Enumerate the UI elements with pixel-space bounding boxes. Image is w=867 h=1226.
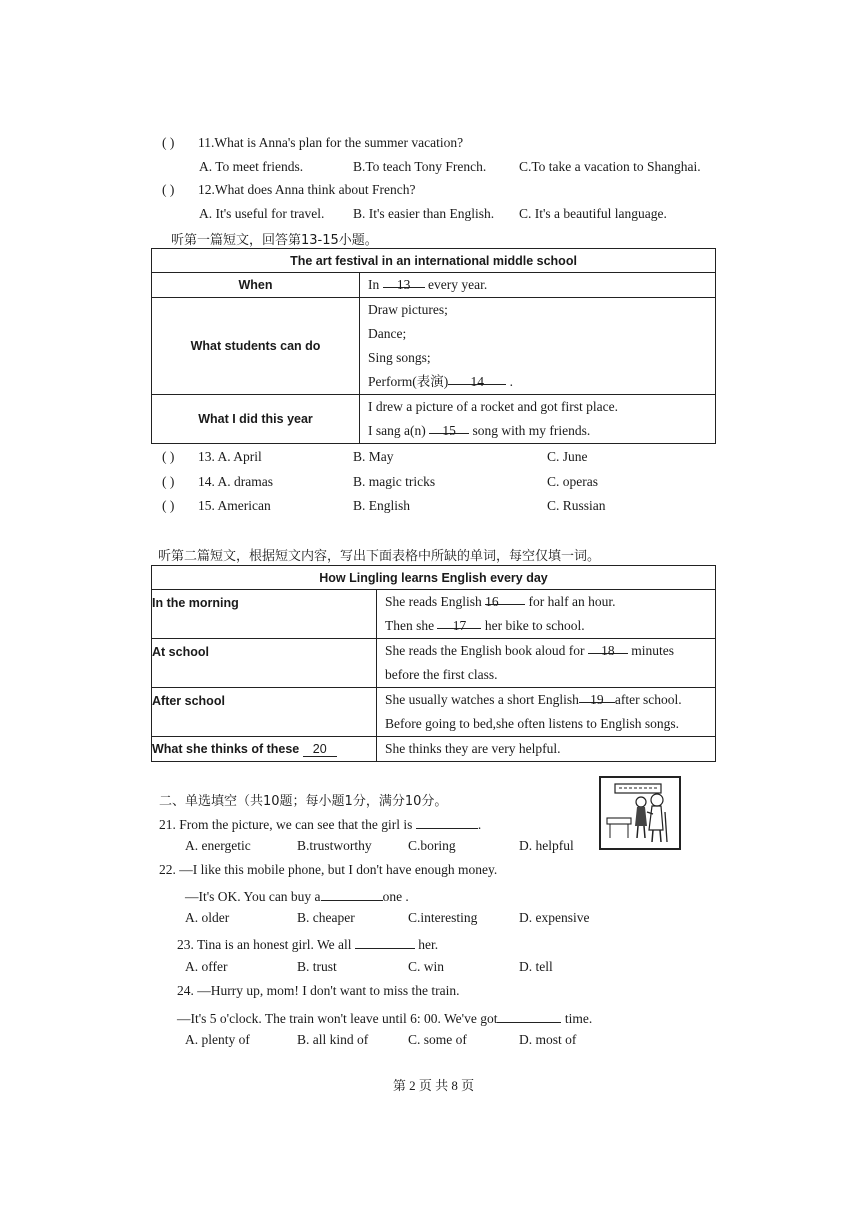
q23-option-d: D. tell	[519, 959, 553, 974]
question-24-line2: —It's 5 o'clock. The train won't leave until 6: 00. We've got time.	[177, 1008, 592, 1027]
answer-blank	[416, 814, 478, 829]
activity-line: Sing songs;	[368, 350, 431, 365]
row-thinks-label: What she thinks of these 20	[152, 737, 377, 762]
q14-option-c: C. operas	[547, 474, 598, 489]
q21-option-b: B.trustworthy	[297, 838, 372, 853]
row-school-value: She reads the English book aloud for 18 minutes before the first class.	[377, 639, 716, 688]
row-when-value: In 13 every year.	[360, 273, 716, 298]
q13-option-b: B. May	[353, 449, 394, 464]
question-15: ( ) 15. American	[162, 498, 271, 513]
lingling-table	[151, 565, 716, 762]
row-students-label: What students can do	[152, 298, 360, 395]
activity-line: Dance;	[368, 326, 407, 341]
page-number: 第 2 页 共 8 页	[392, 1078, 475, 1093]
q12-option-a: A. It's useful for travel.	[199, 206, 325, 221]
section-b-instruction: 听第二篇短文，根据短文内容，写出下面表格中所缺的单词，每空仅填一词。	[158, 549, 601, 564]
question-23-stem: 23. Tina is an honest girl. We all her.	[177, 934, 438, 953]
row-when-label: When	[152, 273, 360, 298]
answer-blank	[497, 1008, 561, 1023]
q23-option-a: A. offer	[185, 959, 228, 974]
q21-option-c: C.boring	[408, 838, 456, 853]
art-festival-table	[151, 248, 716, 444]
row-school-label: At school	[152, 639, 377, 688]
q22-option-a: A. older	[185, 910, 230, 925]
blank-20: 20	[303, 742, 337, 757]
question-14: ( ) 14. A. dramas	[162, 474, 273, 489]
activity-line: Draw pictures;	[368, 302, 448, 317]
row-after-school-label: After school	[152, 688, 377, 737]
q22-option-b: B. cheaper	[297, 910, 355, 925]
blank-19: 19	[579, 688, 615, 703]
q15-option-c: C. Russian	[547, 498, 606, 513]
q22-option-d: D. expensive	[519, 910, 590, 925]
q12-option-b: B. It's easier than English.	[353, 206, 495, 221]
row-did-value: I drew a picture of a rocket and got first place. I sang a(n) 15 song with my friends.	[360, 395, 716, 444]
question-22-line1: 22. —I like this mobile phone, but I don't have enough money.	[159, 862, 498, 877]
blank-15: 15	[429, 419, 469, 434]
q13-option-c: C. June	[547, 449, 588, 464]
art-festival-table-title: The art festival in an international middle school	[152, 249, 716, 273]
question-12-stem: ( ) 12.What does Anna think about French?	[162, 182, 416, 197]
q12-option-c: C. It's a beautiful language.	[519, 206, 667, 221]
q21-option-a: A. energetic	[185, 838, 251, 853]
answer-blank	[355, 934, 415, 949]
girl-helping-old-man-picture	[599, 776, 681, 850]
row-thinks-value: She thinks they are very helpful.	[377, 737, 716, 762]
blank-18: 18	[588, 639, 628, 654]
question-13: ( ) 13. A. April	[162, 449, 262, 464]
question-24-line1: 24. —Hurry up, mom! I don't want to miss the train.	[177, 983, 460, 998]
section-a-instruction: 听第一篇短文，回答第13-15小题。	[171, 233, 378, 248]
blank-17: 17	[437, 614, 481, 629]
blank-16: 16	[485, 590, 525, 605]
question-11-stem: ( ) 11.What is Anna's plan for the summer vacation?	[162, 135, 464, 150]
q24-option-b: B. all kind of	[297, 1032, 369, 1047]
q14-option-b: B. magic tricks	[353, 474, 436, 489]
row-students-value: Draw pictures; Dance; Sing songs; Perform(表演) 14 .	[360, 298, 716, 395]
q22-option-c: C.interesting	[408, 910, 478, 925]
q24-option-c: C. some of	[408, 1032, 467, 1047]
illustration-icon	[601, 778, 679, 848]
q11-option-c: C.To take a vacation to Shanghai.	[519, 159, 701, 174]
blank-14: 14	[448, 370, 506, 385]
question-22-line2: —It's OK. You can buy a one .	[185, 886, 409, 905]
question-21-stem: 21. From the picture, we can see that the girl is .	[159, 814, 481, 833]
answer-blank	[321, 886, 383, 901]
q24-option-a: A. plenty of	[185, 1032, 250, 1047]
q11-option-b: B.To teach Tony French.	[353, 159, 487, 174]
row-morning-value: She reads English 16 for half an hour. Then she 17 her bike to school.	[377, 590, 716, 639]
q21-option-d: D. helpful	[519, 838, 574, 853]
row-morning-label: In the morning	[152, 590, 377, 639]
row-did-label: What I did this year	[152, 395, 360, 444]
q23-option-b: B. trust	[297, 959, 337, 974]
q15-option-b: B. English	[353, 498, 411, 513]
part2-heading: 二、单选填空（共10题；每小题1分，满分10分。	[159, 794, 448, 809]
q23-option-c: C. win	[408, 959, 445, 974]
blank-13: 13	[383, 273, 425, 288]
lingling-table-title: How Lingling learns English every day	[152, 566, 716, 590]
q24-option-d: D. most of	[519, 1032, 577, 1047]
q11-option-a: A. To meet friends.	[199, 159, 304, 174]
row-after-school-value: She usually watches a short English 19 after school. Before going to bed,she often listens to English songs.	[377, 688, 716, 737]
